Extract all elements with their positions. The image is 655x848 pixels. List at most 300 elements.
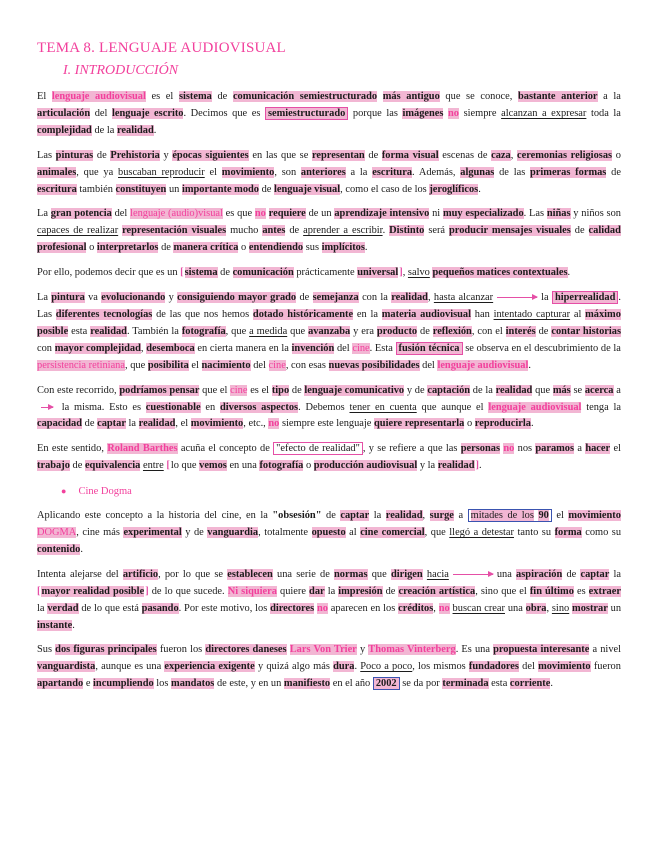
term-highlight: hacer xyxy=(585,443,611,455)
paragraph-9 xyxy=(37,567,621,635)
text: del xyxy=(94,107,108,119)
text: mucho xyxy=(230,225,259,237)
term-highlight: cuestionable xyxy=(145,401,201,413)
term-highlight: movimiento xyxy=(568,510,621,522)
text: de xyxy=(326,510,336,522)
text: y xyxy=(359,644,366,656)
text: , cine más xyxy=(76,527,120,539)
text: la misma. Esto es xyxy=(61,401,142,413)
paragraph-8 xyxy=(37,508,621,559)
text: han xyxy=(474,308,490,320)
text: , aunque es una xyxy=(95,661,162,673)
text: de la xyxy=(94,124,115,136)
term-highlight: cine xyxy=(268,359,286,371)
text: , que xyxy=(424,527,446,539)
text: , y se refiere a que las xyxy=(362,443,458,455)
term-highlight: requiere xyxy=(268,208,306,220)
term-highlight: opuesto xyxy=(311,527,346,539)
underlined-text: alcanzan a expresar xyxy=(501,107,587,119)
text: , xyxy=(510,149,514,161)
paragraph-2 xyxy=(37,148,621,199)
text: de xyxy=(291,384,302,396)
arrow-icon xyxy=(453,574,493,575)
term-highlight: captar xyxy=(580,568,610,580)
term-highlight: directores daneses xyxy=(205,644,287,656)
text: que xyxy=(371,568,387,580)
text: es xyxy=(576,585,586,597)
text: de las que nos hemos xyxy=(156,308,250,320)
term-highlight: algunas xyxy=(460,166,495,178)
text: . Además, xyxy=(412,166,456,178)
term-highlight: dura xyxy=(333,661,355,673)
text: fueron xyxy=(593,661,621,673)
text: una serie de xyxy=(277,568,330,580)
text: , que xyxy=(225,325,247,337)
arrow-icon xyxy=(41,407,53,408)
text: que el xyxy=(202,384,228,396)
term-highlight: forma visual xyxy=(381,149,439,161)
text: los xyxy=(156,678,169,690)
text: . xyxy=(72,619,75,631)
text: de xyxy=(611,166,621,178)
text: a la xyxy=(350,166,368,178)
text: . xyxy=(478,460,482,472)
director-name: Thomas Vinterberg xyxy=(368,644,456,656)
term-highlight: realidad xyxy=(116,124,154,136)
term-highlight: nuevas posibilidades xyxy=(328,359,420,371)
text: la xyxy=(327,585,336,597)
text: prácticamente xyxy=(296,267,355,279)
boxed-term: hiperrealidad xyxy=(552,291,618,304)
term-highlight: captar xyxy=(97,418,126,430)
text: será xyxy=(428,225,446,237)
text: de xyxy=(574,225,585,237)
term-highlight: verdad xyxy=(47,602,79,614)
text: , que xyxy=(125,359,146,371)
term-highlight: producto xyxy=(376,325,418,337)
negation-highlight: no xyxy=(438,602,450,614)
text: que xyxy=(290,325,306,337)
text: . xyxy=(567,267,571,279)
text: La xyxy=(37,208,48,220)
term-highlight: reproducirla xyxy=(474,418,531,430)
term-highlight: escritura xyxy=(37,183,77,195)
term-highlight: obra xyxy=(525,602,547,614)
text: la xyxy=(541,292,549,304)
term-highlight: pequeños matices contextuales xyxy=(432,267,568,279)
text: y xyxy=(168,292,174,304)
text: de lo que está xyxy=(81,602,139,614)
term-highlight: movimiento xyxy=(221,166,275,178)
underlined-text: aprender a escribir xyxy=(303,225,383,237)
paragraph-7 xyxy=(37,441,621,475)
negation-highlight: no xyxy=(503,443,515,455)
page-title: TEMA 8. LENGUAJE AUDIOVISUAL xyxy=(37,40,286,56)
term-highlight: personas xyxy=(460,443,501,455)
text: . xyxy=(80,543,83,555)
text: del xyxy=(522,661,535,673)
text: en xyxy=(205,401,216,413)
term-highlight: lenguaje audiovisual xyxy=(488,401,582,413)
text: de xyxy=(299,292,310,304)
text: . xyxy=(528,359,531,371)
text: , el xyxy=(175,418,189,430)
term-highlight: aprendizaje intensivo xyxy=(334,208,430,220)
term-highlight: equivalencia xyxy=(84,460,141,472)
text: de xyxy=(72,460,83,472)
text: El xyxy=(37,91,47,102)
text: de xyxy=(368,149,379,161)
text: , xyxy=(402,267,406,279)
term-highlight: épocas siguientes xyxy=(172,149,249,161)
underlined-text: llegó a detestar xyxy=(449,527,514,539)
term-highlight: cine comercial xyxy=(360,527,425,539)
term-highlight: dos figuras principales xyxy=(55,644,157,656)
term-highlight: acerca xyxy=(584,384,614,396)
term-highlight: instante xyxy=(37,619,73,631)
text: ni xyxy=(432,208,441,220)
text: es el xyxy=(151,91,174,102)
text: . Es una xyxy=(455,644,490,656)
term-highlight: trabajo xyxy=(37,460,70,472)
text: Intenta alejarse del xyxy=(37,568,119,580)
text: o xyxy=(241,242,247,254)
term-highlight: diversos aspectos xyxy=(220,401,299,413)
term-highlight: cine xyxy=(352,342,370,354)
text: . xyxy=(478,183,481,195)
text: de la xyxy=(472,384,493,396)
text: en la xyxy=(356,308,378,320)
paragraph-5 xyxy=(37,290,621,375)
text: o xyxy=(305,460,312,472)
text: quiere xyxy=(280,585,306,597)
underlined-text: tener en cuenta xyxy=(349,401,417,413)
text: , xyxy=(427,292,431,304)
text: de xyxy=(220,267,230,279)
text: de xyxy=(261,183,272,195)
text: Con este recorrido, xyxy=(37,384,117,396)
text: . xyxy=(530,418,534,430)
text: la xyxy=(128,418,137,430)
section-heading: I. INTRODUCCIÓN xyxy=(63,63,179,78)
text: la xyxy=(373,510,382,522)
paragraph-6 xyxy=(37,383,621,434)
text: Aplicando este concepto a la historia del cine, en la xyxy=(37,510,268,522)
term-highlight: directores xyxy=(270,602,315,614)
text: , son xyxy=(274,166,297,178)
text: se da por xyxy=(402,678,440,690)
term-highlight: capacidad xyxy=(37,418,83,430)
text: del xyxy=(114,208,128,220)
text: . Decimos que es xyxy=(183,107,261,119)
text: que aunque el xyxy=(421,401,484,413)
term-highlight: fotografía xyxy=(259,460,304,472)
text: . Esta xyxy=(369,342,393,354)
text: al xyxy=(349,527,357,539)
term-highlight: lenguaje escrito xyxy=(111,107,184,119)
term-highlight: sistema xyxy=(178,91,212,102)
text: y de xyxy=(406,384,425,396)
text: siempre xyxy=(463,107,497,119)
text: el xyxy=(613,443,621,455)
author-name: Roland Barthes xyxy=(107,443,178,455)
term-highlight: fotografía xyxy=(181,325,226,337)
term-highlight: antes xyxy=(262,225,286,237)
term-highlight: universal xyxy=(357,267,399,279)
bullet-label: Cine Dogma xyxy=(78,486,132,498)
text: del xyxy=(253,359,266,371)
term-highlight: terminada xyxy=(442,678,489,690)
negation-highlight: Ni siquiera xyxy=(227,585,277,597)
text: . xyxy=(364,242,368,254)
text: de xyxy=(161,242,171,254)
text: , etc., xyxy=(243,418,266,430)
term-highlight: incumpliendo xyxy=(93,678,154,690)
underlined-text: Poco a poco xyxy=(360,661,413,673)
term-highlight: escritura xyxy=(372,166,413,178)
term-highlight: mayor realidad posible xyxy=(41,585,145,597)
bullet-cine-dogma xyxy=(61,483,621,500)
term-highlight: creación artística xyxy=(398,585,476,597)
term-highlight: lenguaje comunicativo xyxy=(304,384,405,396)
text: de un xyxy=(308,208,332,220)
term-highlight: propuesta interesante xyxy=(493,644,590,656)
term-highlight: dar xyxy=(309,585,325,597)
text: sus xyxy=(305,242,320,254)
term-highlight: forma xyxy=(554,527,582,539)
term-highlight: anteriores xyxy=(300,166,346,178)
term-highlight: evolucionando xyxy=(101,292,166,304)
text: y era xyxy=(353,325,374,337)
bracket-close: ] xyxy=(475,460,479,472)
term-highlight: artificio xyxy=(122,568,159,580)
text: o xyxy=(615,149,621,161)
text: . Las xyxy=(523,208,545,220)
text: un xyxy=(610,602,622,614)
term-highlight: producción audiovisual xyxy=(313,460,418,472)
term-highlight: apartando xyxy=(37,678,84,690)
term-highlight: avanzaba xyxy=(308,325,351,337)
text: el xyxy=(191,359,199,371)
underlined-text: capaces de realizar xyxy=(37,225,119,237)
term-highlight: materia audiovisual xyxy=(381,308,471,320)
text: y de xyxy=(185,527,204,539)
underlined-text: intentado capturar xyxy=(493,308,571,320)
term-highlight: establecen xyxy=(227,568,273,580)
text: de xyxy=(420,325,430,337)
term-highlight: sistema xyxy=(184,267,218,279)
boxed-concept: "efecto de realidad" xyxy=(273,442,363,455)
term-highlight: contenido xyxy=(37,543,81,555)
text: en las que se xyxy=(252,149,309,161)
term-highlight: movimiento xyxy=(190,418,244,430)
paragraph-4 xyxy=(37,265,621,282)
text: . xyxy=(354,661,358,673)
negation-highlight: no xyxy=(316,602,328,614)
text: lo que xyxy=(170,460,197,472)
text: de xyxy=(217,91,228,102)
text: el xyxy=(556,510,564,522)
term-highlight: animales xyxy=(37,166,77,178)
term-highlight: tipo xyxy=(271,384,290,396)
text: siempre este lenguaje xyxy=(281,418,372,430)
boxed-term: semiestructurado xyxy=(265,107,348,120)
text: que xyxy=(535,384,551,396)
underlined-text: hasta alcanzar xyxy=(433,292,494,304)
term-highlight: muy especializado xyxy=(442,208,524,220)
text: como su xyxy=(585,527,622,539)
term-highlight: interés xyxy=(505,325,536,337)
text: e xyxy=(85,678,91,690)
term-highlight: máximo posible xyxy=(37,308,621,337)
text: porque las xyxy=(352,107,398,119)
term-highlight: niñas xyxy=(546,208,571,220)
term-highlight: experimental xyxy=(123,527,182,539)
text: del xyxy=(336,342,350,354)
text: y la xyxy=(419,460,436,472)
text: nos xyxy=(517,443,533,455)
underlined-text: salvo xyxy=(407,267,430,279)
text: la xyxy=(613,568,622,580)
text: de xyxy=(84,418,95,430)
arrow-icon xyxy=(497,297,537,298)
term-highlight: corriente xyxy=(509,678,551,690)
term-highlight: calidad profesional xyxy=(37,225,621,254)
term-highlight: contar historias xyxy=(551,325,622,337)
text: a xyxy=(577,443,582,455)
term-highlight: imágenes xyxy=(402,107,444,119)
term-highlight: comunicación semiestructurado xyxy=(232,91,378,102)
term-highlight: producir mensajes visuales xyxy=(449,225,571,237)
text: en el año xyxy=(332,678,371,690)
term-highlight: más antiguo xyxy=(382,91,440,102)
term-highlight: jeroglíficos xyxy=(429,183,479,195)
term-highlight: invención xyxy=(291,342,335,354)
term-highlight: realidad xyxy=(90,325,127,337)
text: y niños son xyxy=(573,208,621,220)
term-highlight: vanguardista xyxy=(37,661,96,673)
text: con xyxy=(37,342,53,354)
text: , totalmente xyxy=(258,527,309,539)
term-highlight: lenguaje audiovisual xyxy=(437,359,529,371)
paragraph-1 xyxy=(37,89,621,140)
negation-highlight: no xyxy=(268,418,280,430)
bracket-open: [ xyxy=(37,585,41,597)
term-highlight: interpretarlos xyxy=(96,242,159,254)
bracket-open: [ xyxy=(180,267,184,279)
term-highlight: reflexión xyxy=(432,325,472,337)
term-highlight: caza xyxy=(491,149,511,161)
text: tenga la xyxy=(586,401,621,413)
bracket-open: [ xyxy=(166,460,170,472)
paragraph-3 xyxy=(37,206,621,257)
text: es que xyxy=(225,208,253,220)
text: de xyxy=(289,225,300,237)
text: va xyxy=(88,292,98,304)
text: a xyxy=(616,384,621,396)
term-highlight: lenguaje (audio)visual xyxy=(130,208,223,220)
text: Las xyxy=(37,149,53,161)
text: se xyxy=(573,384,583,396)
text: de este, y en un xyxy=(216,678,282,690)
underlined-text: a medida xyxy=(249,325,288,337)
term-highlight: articulación xyxy=(37,107,91,119)
term-highlight: primeras formas xyxy=(530,166,607,178)
text: , por lo que se xyxy=(158,568,224,580)
term-highlight: realidad xyxy=(138,418,176,430)
text: toda la xyxy=(590,107,621,119)
term-highlight: cine xyxy=(230,384,248,396)
text: acuña el concepto de xyxy=(180,443,270,455)
term-highlight: movimiento xyxy=(538,661,591,673)
term-highlight: lenguaje audiovisual xyxy=(51,91,146,102)
text: . Debemos xyxy=(298,401,345,413)
text: . xyxy=(382,225,386,237)
term-highlight: podríamos pensar xyxy=(119,384,200,396)
term-highlight: surge xyxy=(429,510,454,522)
underlined-text: sino xyxy=(551,602,570,614)
term-highlight: pintura xyxy=(51,292,85,304)
text: se observa en el descubrimiento de la xyxy=(465,342,621,354)
text: fueron los xyxy=(159,644,203,656)
term-highlight: mandatos xyxy=(171,678,215,690)
term-highlight: consiguiendo mayor grado xyxy=(177,292,297,304)
term-highlight: normas xyxy=(334,568,368,580)
term-highlight: pinturas xyxy=(55,149,94,161)
paragraph-10 xyxy=(37,642,621,693)
text: una xyxy=(496,568,512,580)
term-highlight: realidad xyxy=(391,292,428,304)
term-highlight: realidad xyxy=(437,460,475,472)
text: tanto su xyxy=(517,527,552,539)
text: escenas de xyxy=(442,149,488,161)
text: de xyxy=(566,568,577,580)
term-highlight: captar xyxy=(340,510,370,522)
term-highlight: comunicación xyxy=(232,267,294,279)
underlined-text: hacia xyxy=(426,568,449,580)
boxed-date: mitades de los xyxy=(470,510,534,522)
text: . Por este motivo, los xyxy=(178,602,268,614)
text: a xyxy=(458,510,464,522)
text: , sino que el xyxy=(475,585,527,597)
text: de xyxy=(385,585,396,597)
negation-highlight: no xyxy=(254,208,266,220)
boxed-date: 90 xyxy=(538,510,549,522)
text: , con esas xyxy=(285,359,326,371)
term-highlight: bastante anterior xyxy=(518,91,598,102)
term-highlight: pasando xyxy=(141,602,179,614)
text: con la xyxy=(362,292,388,304)
term-highlight: manera crítica xyxy=(173,242,239,254)
text: es el xyxy=(250,384,270,396)
term-highlight: posibilita xyxy=(147,359,189,371)
negation-highlight: no xyxy=(448,107,460,119)
term-highlight: constituyen xyxy=(115,183,167,195)
text: . xyxy=(550,678,553,690)
term-highlight: aspiración xyxy=(516,568,563,580)
text: a la xyxy=(603,91,621,102)
term-highlight: realidad xyxy=(385,510,423,522)
text: , xyxy=(422,510,426,522)
term-highlight: Distinto xyxy=(389,225,425,237)
term-highlight: entendiendo xyxy=(248,242,304,254)
text: "obsesión" xyxy=(272,510,322,522)
text: a nivel xyxy=(592,644,622,656)
text: la xyxy=(37,602,45,614)
text: esta xyxy=(71,325,88,337)
term-highlight: implícitos xyxy=(321,242,365,254)
text: , xyxy=(433,602,436,614)
